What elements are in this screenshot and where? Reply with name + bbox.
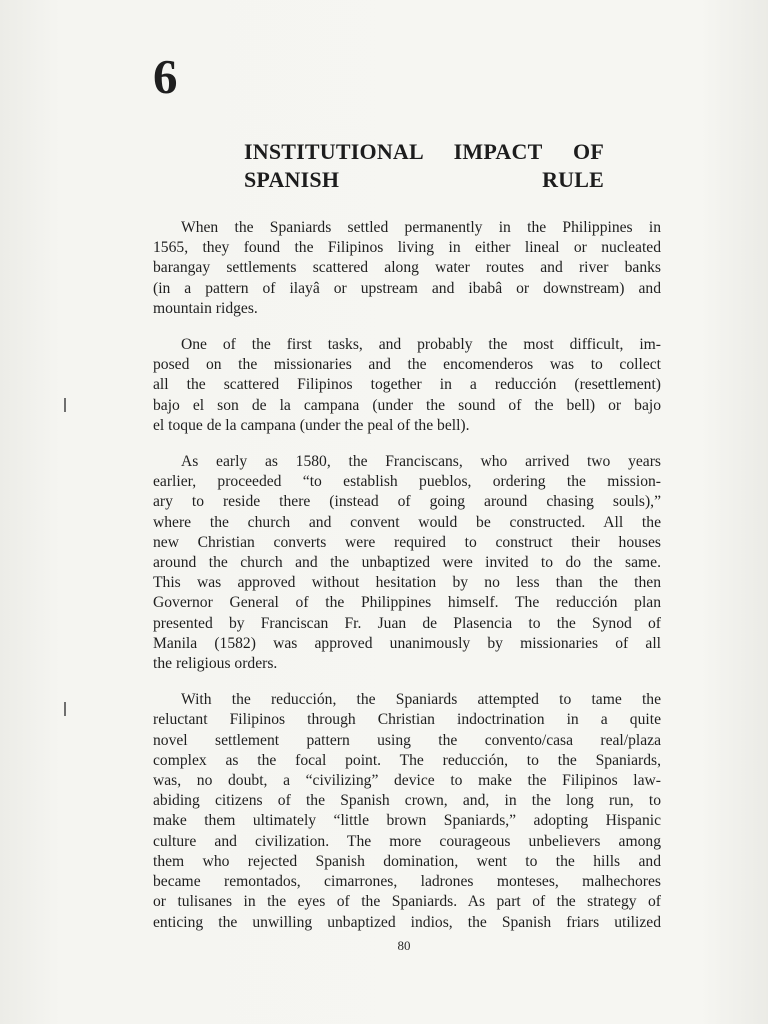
text-line: reluctant Filipinos through Christian indoctrination in a quite [153,711,661,729]
text-line: 1565, they found the Filipinos living in either lineal or nucleated [153,239,661,257]
text-line: presented by Franciscan Fr. Juan de Plasencia to the Synod of [153,614,661,632]
chapter-title-line: INSTITUTIONAL IMPACT OF [244,139,604,164]
text-line: the religious orders. [153,655,278,673]
text-line: With the reducción, the Spaniards attempted to tame the [181,691,661,709]
page-edge-mark [64,398,66,412]
text-line: culture and civilization. The more courageous unbelievers among [153,832,661,850]
text-line: ary to reside there (instead of going around chasing souls),” [153,493,661,511]
chapter-number: 6 [153,49,178,104]
text-line: As early as 1580, the Franciscans, who arrived two years [181,453,661,471]
text-line: When the Spaniards settled permanently in the Philippines in [181,219,661,236]
text-line: mountain ridges. [153,299,258,317]
page-number: 80 [397,938,411,953]
text-line: new Christian converts were required to construct their houses [153,533,661,551]
text-line: posed on the missionaries and the encomenderos was to collect [153,356,661,374]
text-line: complex as the focal point. The reducción, to the Spaniards, [153,751,661,769]
text-line: all the scattered Filipinos together in a reducción (resettlement) [153,376,661,394]
text-line: This was approved without hesitation by no less than the then [153,574,661,592]
text-line: Manila (1582) was approved unanimously by missionaries of all [153,634,661,652]
text-line: around the church and the unbaptized were invited to do the same. [153,554,661,572]
chapter-title [244,138,604,194]
text-line: barangay settlements scattered along water routes and river banks [153,259,661,277]
text-line: bajo el son de la campana (under the sound of the bell) or bajo [153,396,661,414]
text-line: or tulisanes in the eyes of the Spaniards. As part of the strategy of [153,893,661,911]
text-line: (in a pattern of ilayâ or upstream and ibabâ or downstream) and [153,279,661,297]
paragraph [153,335,661,436]
text-line: was, no doubt, a “civilizing” device to make the Filipinos law- [153,772,661,790]
text-line: became remontados, cimarrones, ladrones monteses, malhechores [153,873,661,891]
chapter-body [153,218,661,949]
paragraph [153,452,661,674]
paragraph [153,690,661,932]
text-line: novel settlement pattern using the convento/casa real/plaza [153,731,661,749]
text-line: earlier, proceeded “to establish pueblos, ordering the mission- [153,473,661,491]
text-line: enticing the unwilling unbaptized indios, the Spanish friars utilized [153,913,661,931]
text-line: make them ultimately “little brown Spaniards,” adopting Hispanic [153,812,661,830]
text-line: el toque de la campana (under the peal of the bell). [153,416,470,434]
page-edge-mark [64,702,66,716]
chapter-title-line: SPANISH RULE [244,167,604,192]
text-line: One of the first tasks, and probably the most difficult, im- [181,336,661,354]
text-line: Governor General of the Philippines himself. The reducción plan [153,594,661,612]
text-line: abiding citizens of the Spanish crown, and, in the long run, to [153,792,661,810]
text-line: them who rejected Spanish domination, went to the hills and [153,852,661,870]
paragraph [153,218,661,319]
text-line: where the church and convent would be constructed. All the [153,513,661,531]
